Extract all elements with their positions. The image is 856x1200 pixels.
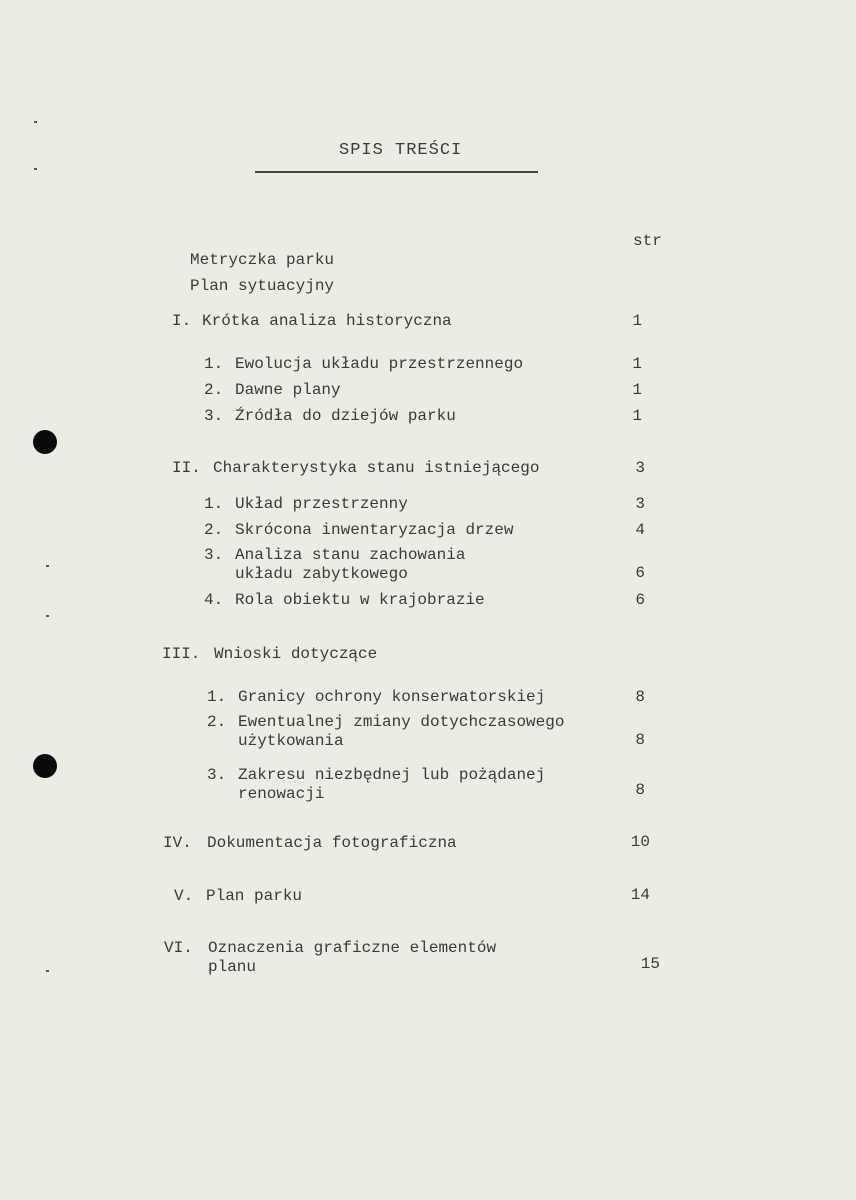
section-number: V. [174,887,194,905]
item-title: Granicy ochrony konserwatorskiej [238,688,546,706]
item-number: 2. [204,381,224,399]
speck [46,565,49,567]
item-title: Dawne plany [235,381,341,399]
section-page: 14 [630,886,650,904]
item-title: Zakresu niezbędnej lub pożądanej [238,766,546,784]
item-page: 1 [632,381,642,399]
item-number: 1. [204,495,224,513]
front-item: Plan sytuacyjny [190,277,335,295]
punch-hole-top [33,430,57,454]
item-title-continued: renowacji [238,785,325,803]
section-page: 1 [632,312,642,330]
item-number: 1. [207,688,227,706]
item-page: 6 [635,564,645,582]
item-title: Skrócona inwentaryzacja drzew [235,521,514,539]
item-title-continued: użytkowania [238,732,344,750]
section-title: Wnioski dotyczące [214,645,378,663]
item-title: Układ przestrzenny [235,495,408,513]
section-page: 3 [635,459,645,477]
item-title: Analiza stanu zachowania [235,546,466,564]
section-title: Plan parku [206,887,303,905]
item-title: Rola obiektu w krajobrazie [235,591,485,609]
page-column-label: str [633,232,662,250]
speck [46,615,49,617]
speck [34,168,37,170]
item-title-continued: układu zabytkowego [235,565,408,583]
item-number: 2. [204,521,224,539]
item-number: 3. [204,546,224,564]
item-number: 3. [204,407,224,425]
item-number: 3. [207,766,227,784]
item-page: 6 [635,591,645,609]
item-number: 1. [204,355,224,373]
item-page: 8 [635,688,645,706]
section-title: Dokumentacja fotograficzna [207,834,457,852]
item-number: 4. [204,591,224,609]
section-title: Charakterystyka stanu istniejącego [213,459,540,477]
item-title: Źródła do dziejów parku [235,407,456,425]
item-page: 8 [635,731,645,749]
item-page: 8 [635,781,645,799]
item-page: 4 [635,521,645,539]
item-page: 1 [632,407,642,425]
speck [34,121,37,123]
punch-hole-bottom [33,754,57,778]
section-number: IV. [163,834,192,852]
item-title: Ewolucja układu przestrzennego [235,355,524,373]
section-title-continued: planu [208,958,257,976]
section-title: Oznaczenia graficzne elementów [208,939,497,957]
section-page: 10 [630,833,650,851]
section-page: 15 [640,955,660,973]
section-number: III. [162,645,201,663]
section-title: Krótka analiza historyczna [202,312,452,330]
section-number: VI. [164,939,193,957]
item-title: Ewentualnej zmiany dotychczasowego [238,713,565,731]
item-number: 2. [207,713,227,731]
speck [46,970,49,972]
item-page: 3 [635,495,645,513]
section-number: I. [172,312,192,330]
item-page: 1 [632,355,642,373]
section-number: II. [172,459,201,477]
front-item: Metryczka parku [190,251,335,269]
title-underline [255,171,538,173]
page-title: SPIS TREŚCI [339,141,463,160]
